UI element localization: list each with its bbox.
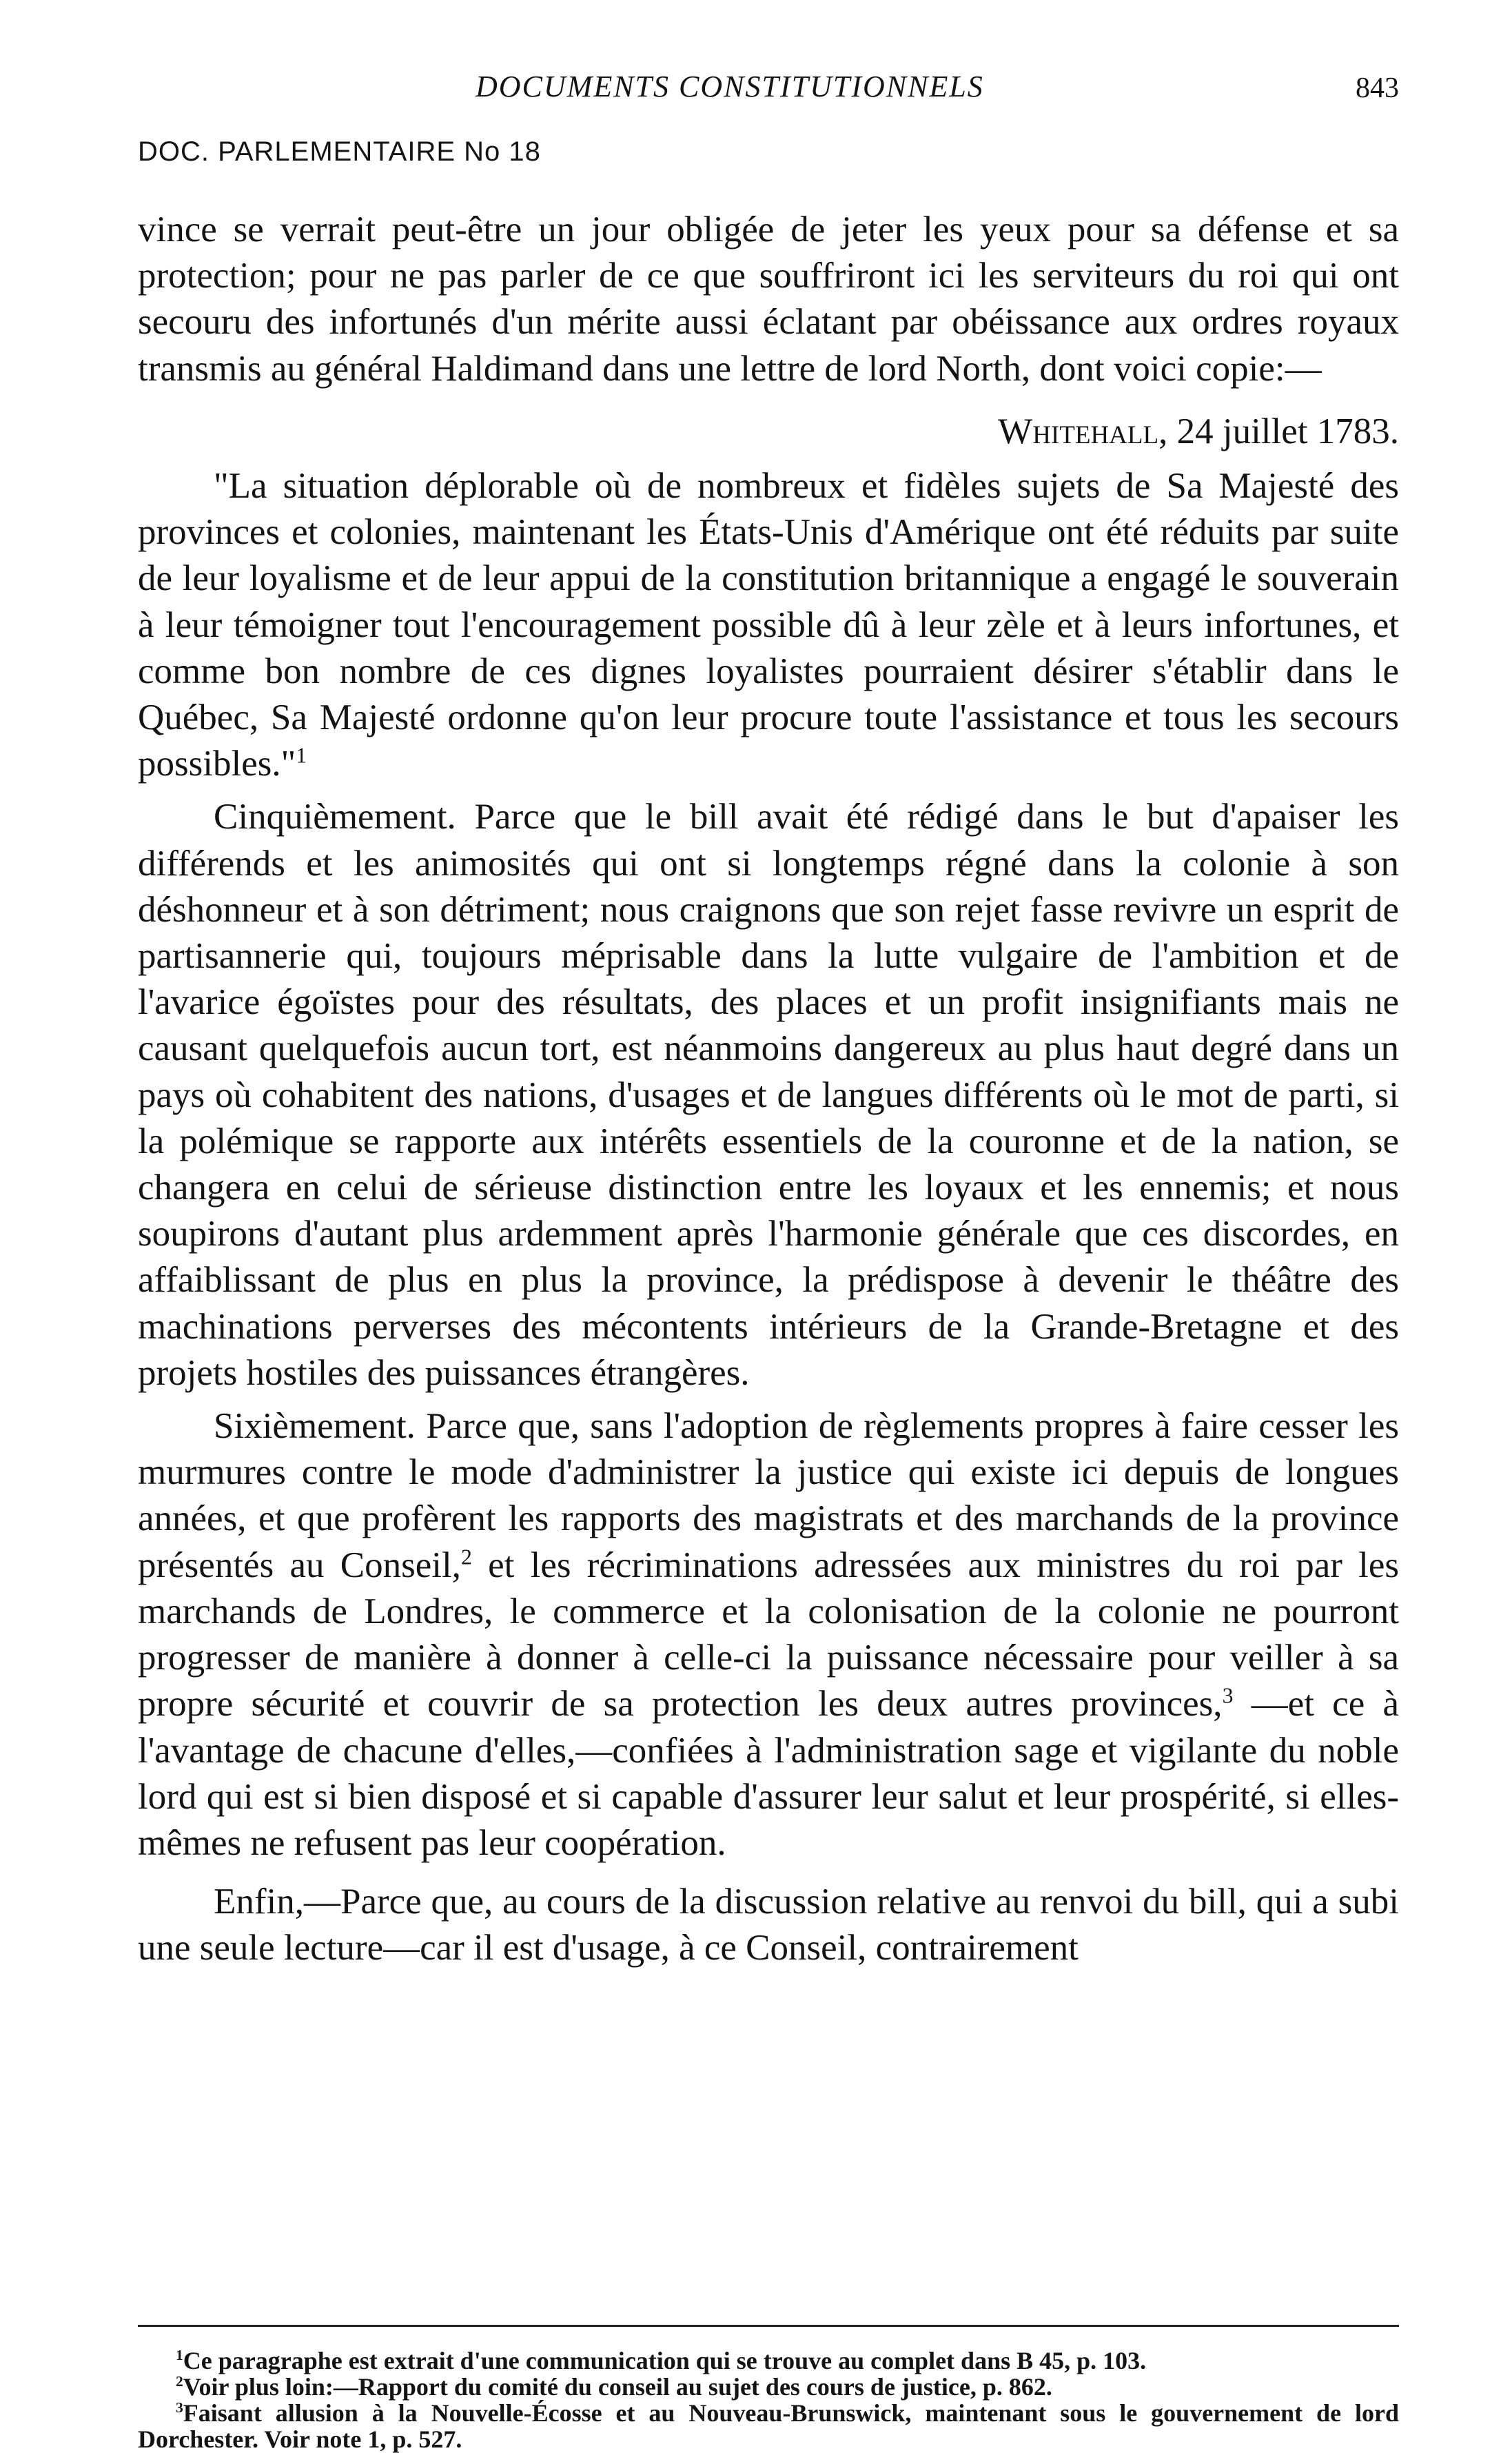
body-text bbox=[138, 207, 1399, 1972]
sixiemement-part-c: —et ce à l'avantage de chacune d'elles,—confiées à l'administration sage et vigilante du noble lord qui est si bien disposé et si capable d'assurer leur salut et leur prospérité, si elles-mêmes ne refusent pas leur coopération. bbox=[138, 1684, 1399, 1863]
page-number: 843 bbox=[1356, 72, 1399, 104]
footnote-ref-2: 2 bbox=[460, 1545, 472, 1569]
footnote-text: Ce paragraphe est extrait d'une communication qui se trouve au complet dans B 45, p. 103. bbox=[183, 2347, 1147, 2374]
footnote-text: Faisant allusion à la Nouvelle-Écosse et au Nouveau-Brunswick, maintenant sous le gouvernement de lord Dorchester. Voir note 1, p. 527. bbox=[138, 2399, 1399, 2453]
paragraph-enfin: Enfin,—Parce que, au cours de la discussion relative au renvoi du bill, qui a subi une seule lecture—car il est d'usage, à ce Conseil, contrairement bbox=[138, 1882, 1399, 1968]
footnote-mark: 3 bbox=[176, 2399, 183, 2416]
footnote-ref-1: 1 bbox=[296, 743, 307, 768]
sixiemement-part-b: et les récriminations adressées aux ministres du roi par les marchands de Londres, le commerce et la colonisation de la colonie ne pourront progresser de manière à donner à celle-ci la puissance nécessaire pour veiller à sa propre sécurité et couvrir de sa protection les deux autres provinces, bbox=[138, 1545, 1400, 1724]
paragraph-sixiemement bbox=[138, 1403, 1399, 1866]
quoted-letter bbox=[138, 463, 1399, 787]
paragraph-continuation: vince se verrait peut-être un jour obligée de jeter les yeux pour sa défense et sa protection; pour ne pas parler de ce que souffriront ici les serviteurs du roi qui ont secouru des infortunés d'un mérite aussi éclatant par obéissance aux ordres royaux transmis au général Haldimand dans une lettre de lord North, dont voici copie:— bbox=[138, 210, 1399, 389]
dateline-place: Whitehall bbox=[998, 411, 1159, 451]
footnote-mark: 1 bbox=[176, 2347, 183, 2363]
quote-text: "La situation déplorable où de nombreux et fidèles sujets de Sa Majesté des provinces et colonies, maintenant les États-Unis d'Amérique ont été réduits par suite de leur loyalisme et de leur appui de la constitution britannique a engagé le souverain à leur témoigner tout l'encouragement possible dû à leur zèle et à leurs infortunes, et comme bon nombre de ces dignes loyalistes pourraient désirer s'établir dans le Québec, Sa Majesté ordonne qu'on leur procure toute l'assistance et tous les secours possibles." bbox=[138, 466, 1399, 784]
document-label: DOC. PARLEMENTAIRE No 18 bbox=[138, 136, 541, 167]
dateline-date: , 24 juillet 1783. bbox=[1158, 411, 1399, 451]
running-header: DOCUMENTS CONSTITUTIONNELS bbox=[476, 70, 984, 103]
footnote-mark: 2 bbox=[176, 2373, 183, 2390]
footnote bbox=[138, 2348, 1399, 2374]
footnote-rule bbox=[138, 2325, 1399, 2327]
footnotes bbox=[138, 2348, 1399, 2452]
footnote-text: Voir plus loin:—Rapport du comité du conseil au sujet des cours de justice, p. 862. bbox=[183, 2373, 1052, 2401]
letter-dateline bbox=[138, 409, 1399, 455]
sixiemement-part-a: Sixièmement. Parce que, sans l'adoption de règlements propres à faire cesser les murmures contre le mode d'administrer la justice qui existe ici depuis de longues années, et que profèrent les rapports des magistrats et des marchands de la province présentés au Conseil, bbox=[138, 1406, 1399, 1585]
document-page bbox=[138, 62, 1400, 2453]
footnote-ref-3: 3 bbox=[1222, 1683, 1234, 1708]
paragraph-cinquiemement: Cinquièmement. Parce que le bill avait été rédigé dans le but d'apaiser les différends et les animosités qui ont si longtemps régné dans la colonie à son déshonneur et à son détriment; nous craignons que son rejet fasse revivre un esprit de partisannerie qui, toujours méprisable dans la lutte vulgaire de l'ambition et de l'avarice égoïstes pour des résultats, des places et un profit insignifiants mais ne causant quelquefois aucun tort, est néanmoins dangereux au plus haut degré dans un pays où cohabitent des nations, d'usages et de langues différents où le mot de parti, si la polémique se rapporte aux intérêts essentiels de la couronne et de la nation, se changera en celui de sérieuse distinction entre les loyaux et les ennemis; et nous soupirons d'autant plus ardemment après l'harmonie générale que ces discordes, en affaiblissant de plus en plus la province, la prédispose à devenir le théâtre des machinations perverses des mécontents intérieurs de la Grande-Bretagne et des projets hostiles des puissances étrangères. bbox=[138, 797, 1399, 1393]
footnote bbox=[138, 2400, 1399, 2452]
footnote bbox=[138, 2374, 1399, 2400]
